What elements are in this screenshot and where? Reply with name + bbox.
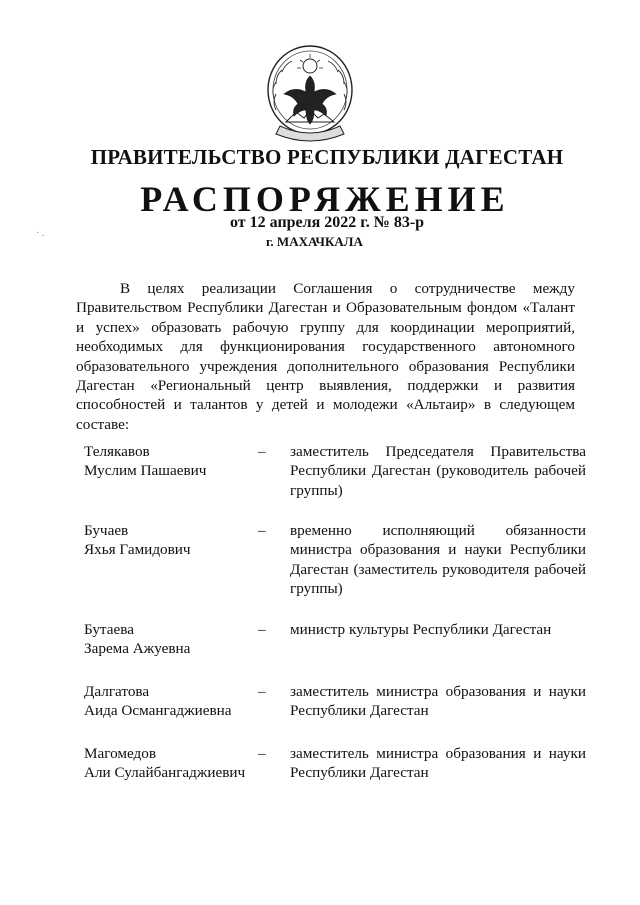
member-given-name: Али Сулайбангаджиевич: [84, 764, 246, 782]
scan-margin-mark: · .: [36, 228, 45, 239]
member-role: заместитель Председателя Правительства Республики Дагестан (руководитель рабочей группы): [290, 443, 586, 499]
government-title: ПРАВИТЕЛЬСТВО РЕСПУБЛИКИ ДАГЕСТАН: [90, 145, 564, 169]
member-name: [84, 744, 252, 783]
member-given-name: Аида Османгаджиевна: [84, 702, 232, 720]
member-role: заместитель министра образования и науки Республики Дагестан: [290, 683, 586, 720]
member-name: [84, 620, 252, 659]
member-surname: Магомедов: [84, 745, 157, 762]
member-name: [84, 442, 252, 481]
member-surname: Бутаева: [84, 621, 134, 638]
member-role: временно исполняющий обязанности министра образования и науки Республики Дагестан (заместитель руководителя рабочей группы): [290, 522, 586, 598]
member-role: министр культуры Республики Дагестан: [290, 621, 552, 638]
member-dash: –: [258, 443, 266, 460]
member-given-name: Яхья Гамидович: [84, 541, 191, 559]
member-surname: Бучаев: [84, 522, 129, 539]
member-dash: –: [258, 745, 266, 762]
member-surname: Телякавов: [84, 443, 150, 460]
member-surname: Далгатова: [84, 683, 150, 700]
member-dash: –: [258, 621, 266, 638]
member-role: заместитель министра образования и науки Республики Дагестан: [290, 745, 586, 782]
document-type: РАСПОРЯЖЕНИЕ: [140, 179, 510, 219]
emblem-drawing: [262, 40, 358, 150]
member-name: [84, 682, 252, 721]
order-paragraph: В целях реализации Соглашения о сотрудничестве между Правительством Республики Дагестан и Образовательным фондом «Талант и успех» образовать рабочую группу для координации мероприятий, необходимых для функционирования государственного автономного образовательного учреждения дополнительного образования Республики Дагестан «Региональный центр выявления, поддержки и развития способностей и талантов у детей и молодежи «Альтаир» в следующем составе:: [76, 280, 575, 433]
member-name: [84, 521, 252, 560]
document-city: г. МАХАЧКАЛА: [266, 234, 363, 249]
member-dash: –: [258, 522, 266, 539]
member-given-name: Муслим Пашаевич: [84, 462, 207, 480]
member-given-name: Зарема Ажуевна: [84, 640, 191, 658]
document-date-number: от 12 апреля 2022 г. № 83-р: [230, 214, 425, 231]
dagestan-coat-of-arms-icon: [262, 40, 358, 150]
member-dash: –: [258, 683, 266, 700]
